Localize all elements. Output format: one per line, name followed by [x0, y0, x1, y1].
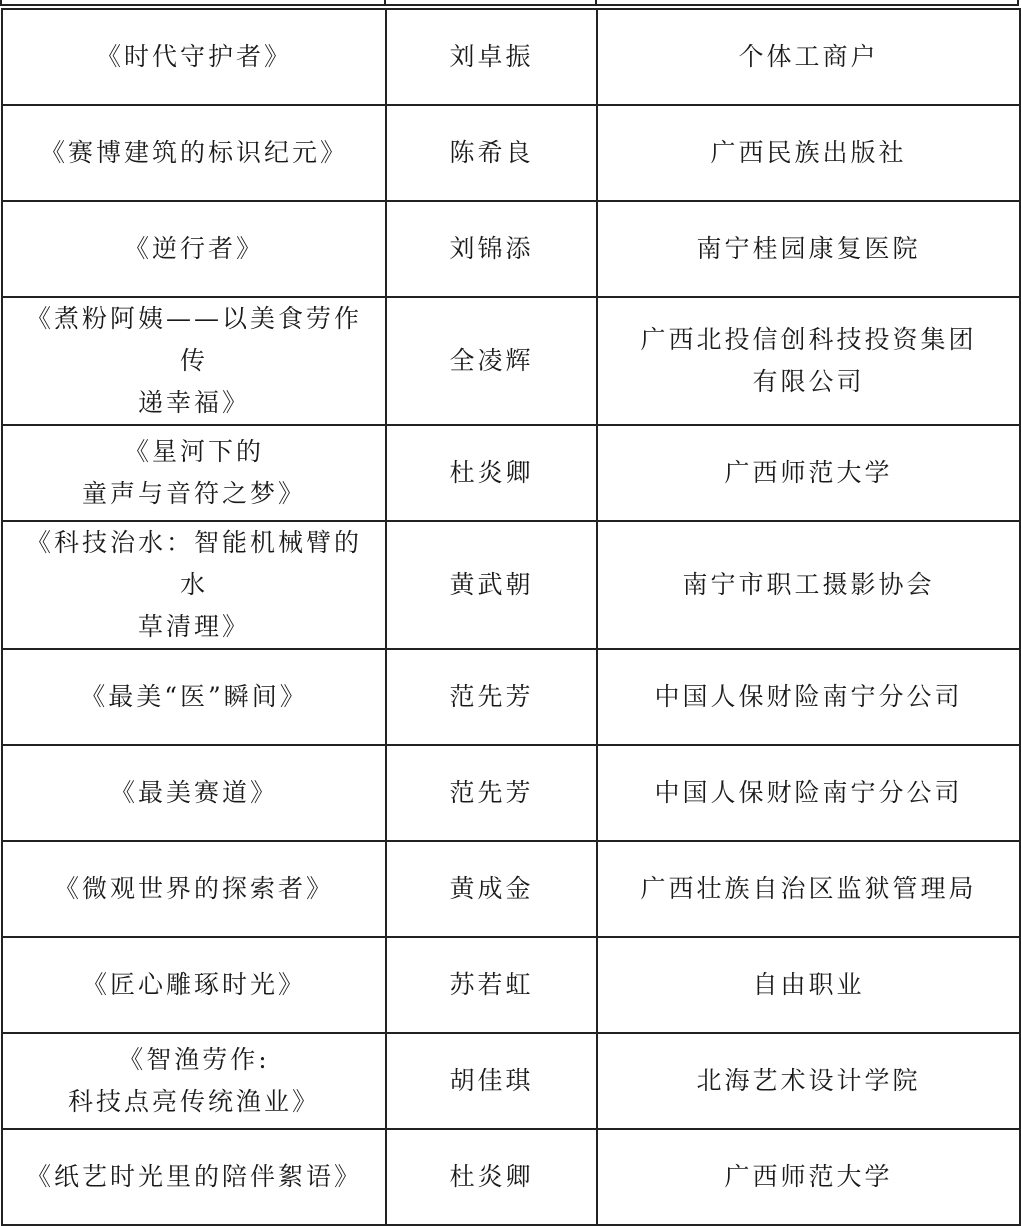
- work-title-cell: [2, 201, 386, 297]
- work-title-line: 《星河下的: [123, 437, 264, 466]
- author-cell: 苏若虹: [386, 937, 597, 1033]
- work-title-cell: [2, 521, 386, 649]
- organization-cell: [597, 745, 1020, 841]
- organization-cell: [597, 201, 1020, 297]
- work-title-line: 科技点亮传统渔业》: [67, 1087, 320, 1116]
- work-title-line: 《最美“医”瞬间》: [80, 682, 308, 711]
- table-row: [2, 9, 1020, 105]
- organization-line: 中国人保财险南宁分公司: [654, 778, 963, 807]
- organization-cell: [597, 649, 1020, 745]
- work-title-cell: [2, 841, 386, 937]
- author-cell: 杜炎卿: [386, 425, 597, 521]
- work-title-cell: [2, 937, 386, 1033]
- author-cell: 杜炎卿: [386, 1129, 597, 1225]
- work-title-cell: [2, 1129, 386, 1225]
- table-row: [2, 841, 1020, 937]
- table-row: [2, 1033, 1020, 1129]
- author-cell: 黄成金: [386, 841, 597, 937]
- author-cell: 黄武朝: [386, 521, 597, 649]
- table-row: [2, 937, 1020, 1033]
- organization-line: 广西师范大学: [724, 1162, 893, 1191]
- table-row: [2, 105, 1020, 201]
- work-title-cell: [2, 297, 386, 425]
- organization-line: 北海艺术设计学院: [696, 1066, 921, 1095]
- previous-row-edge: [0, 0, 1019, 6]
- table-row: [2, 1129, 1020, 1225]
- author-cell: 胡佳琪: [386, 1033, 597, 1129]
- organization-line: 个体工商户: [738, 42, 879, 71]
- work-title-line: 《最美赛道》: [109, 778, 278, 807]
- organization-line: 中国人保财险南宁分公司: [654, 682, 963, 711]
- organization-cell: [597, 937, 1020, 1033]
- organization-line: 南宁桂园康复医院: [696, 234, 921, 263]
- work-title-line: 《煮粉阿姨——以美食劳作传: [25, 304, 362, 375]
- work-title-cell: [2, 745, 386, 841]
- organization-cell: [597, 297, 1020, 425]
- table-row: [2, 425, 1020, 521]
- organization-line: 自由职业: [752, 970, 865, 999]
- organization-cell: [597, 9, 1020, 105]
- column-divider: [384, 0, 386, 6]
- organization-cell: [597, 521, 1020, 649]
- organization-line: 广西北投信创科技投资集团: [640, 325, 977, 354]
- table-row: [2, 649, 1020, 745]
- table-row: [2, 297, 1020, 425]
- organization-line: 广西师范大学: [724, 458, 893, 487]
- organization-cell: [597, 105, 1020, 201]
- organization-line: 南宁市职工摄影协会: [682, 570, 935, 599]
- table-row: [2, 745, 1020, 841]
- work-title-line: 《微观世界的探索者》: [53, 874, 334, 903]
- author-cell: 刘卓振: [386, 9, 597, 105]
- work-title-line: 《智渔劳作:: [118, 1045, 270, 1074]
- work-title-line: 草清理》: [137, 612, 250, 641]
- organization-line: 有限公司: [752, 367, 865, 396]
- work-title-line: 童声与音符之梦》: [81, 479, 306, 508]
- table-row: [2, 201, 1020, 297]
- organization-cell: [597, 841, 1020, 937]
- work-title-line: 《匠心雕琢时光》: [81, 970, 306, 999]
- work-title-line: 《赛博建筑的标识纪元》: [39, 138, 348, 167]
- work-title-line: 递幸福》: [137, 388, 250, 417]
- award-table: [1, 8, 1021, 1226]
- work-title-cell: [2, 9, 386, 105]
- author-cell: 范先芳: [386, 649, 597, 745]
- work-title-cell: [2, 425, 386, 521]
- work-title-cell: [2, 105, 386, 201]
- organization-cell: [597, 1033, 1020, 1129]
- organization-cell: [597, 1129, 1020, 1225]
- organization-line: 广西民族出版社: [710, 138, 907, 167]
- award-table-body: [2, 9, 1020, 1225]
- organization-line: 广西壮族自治区监狱管理局: [640, 874, 977, 903]
- author-cell: 范先芳: [386, 745, 597, 841]
- work-title-line: 《逆行者》: [123, 234, 264, 263]
- work-title-cell: [2, 1033, 386, 1129]
- table-row: [2, 521, 1020, 649]
- work-title-line: 《纸艺时光里的陪伴絮语》: [25, 1162, 362, 1191]
- column-divider: [595, 0, 597, 6]
- author-cell: 陈希良: [386, 105, 597, 201]
- work-title-cell: [2, 649, 386, 745]
- work-title-line: 《时代守护者》: [95, 42, 292, 71]
- author-cell: 刘锦添: [386, 201, 597, 297]
- work-title-line: 《科技治水：智能机械臂的水: [25, 528, 362, 599]
- organization-cell: [597, 425, 1020, 521]
- author-cell: 全凌辉: [386, 297, 597, 425]
